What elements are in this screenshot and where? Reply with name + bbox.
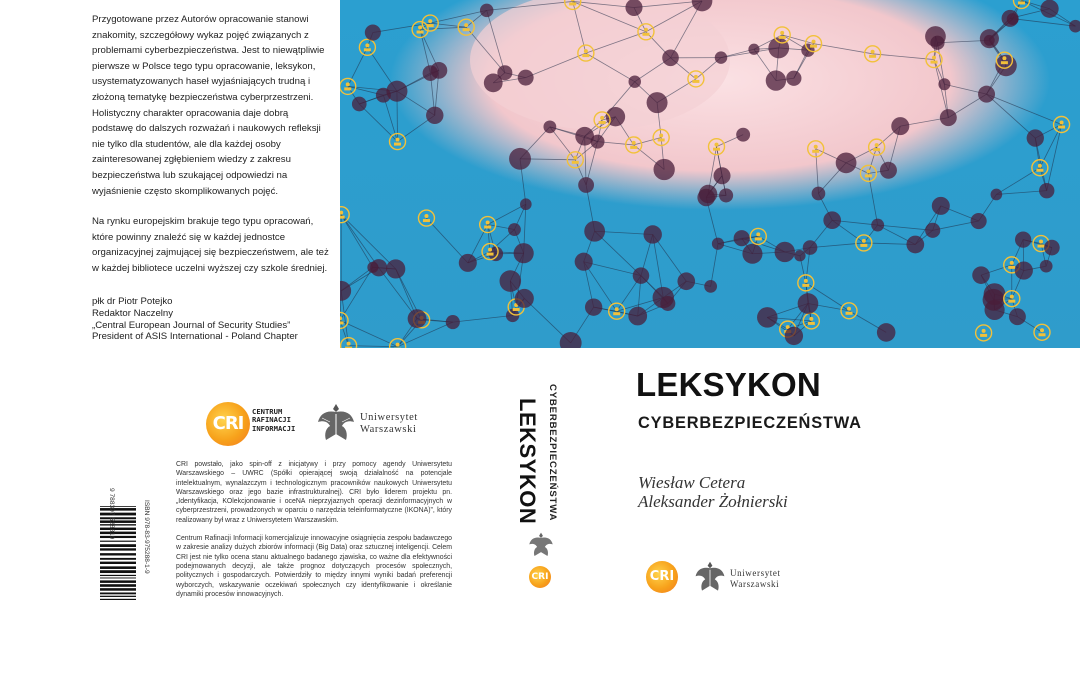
- person-body: [582, 54, 589, 57]
- barcode-bar: [100, 577, 136, 578]
- network-node: [644, 225, 662, 243]
- network-node: [352, 97, 367, 112]
- network-node: [803, 240, 818, 255]
- network-node: [798, 293, 819, 314]
- network-node: [697, 189, 715, 207]
- uw-line-2: Warszawski: [360, 424, 417, 435]
- network-node: [932, 197, 950, 215]
- network-illustration-svg: [340, 0, 1080, 348]
- person-head: [428, 19, 432, 23]
- network-node: [543, 120, 556, 133]
- person-head: [396, 138, 400, 142]
- person-body: [340, 216, 345, 219]
- person-head: [862, 239, 866, 243]
- spine-cri-logo: CRI: [529, 566, 551, 588]
- barcode-bar: [100, 528, 136, 530]
- person-head: [600, 116, 604, 120]
- network-node: [794, 250, 805, 261]
- cri-word: CENTRUM: [252, 407, 283, 416]
- person-head: [424, 214, 428, 218]
- person-body: [427, 24, 434, 27]
- person-head: [488, 248, 492, 252]
- network-node: [984, 35, 995, 46]
- barcode: [100, 506, 136, 600]
- network-node: [677, 272, 695, 290]
- network-node: [520, 198, 532, 210]
- cri-word: RAFINACJI: [252, 415, 291, 425]
- cri-description: [176, 460, 452, 608]
- isbn-number: ISBN 978-83-975288-1-9: [143, 500, 150, 574]
- network-node: [629, 75, 641, 87]
- person-body: [364, 48, 371, 51]
- person-head: [715, 143, 719, 147]
- barcode-bar: [100, 580, 136, 583]
- person-body: [394, 143, 401, 146]
- network-node: [365, 25, 381, 41]
- person-body: [873, 148, 880, 151]
- person-body: [340, 321, 344, 324]
- person-body: [980, 334, 987, 337]
- person-body: [1018, 1, 1025, 4]
- network-node: [459, 254, 477, 272]
- person-body: [810, 45, 817, 48]
- person-body: [513, 308, 520, 311]
- person-head: [347, 342, 351, 346]
- person-head: [812, 40, 816, 44]
- barcode-bar: [100, 536, 136, 538]
- network-node: [871, 219, 884, 232]
- cri-word: INFORMACJI: [252, 423, 296, 433]
- person-body: [1058, 126, 1065, 129]
- front-uw-logo: [694, 558, 804, 598]
- network-node: [508, 223, 521, 236]
- person-body: [1036, 169, 1043, 172]
- network-node: [518, 70, 534, 86]
- barcode-bar: [100, 575, 136, 576]
- network-node: [367, 262, 378, 273]
- person-head: [847, 307, 851, 311]
- cri-paragraph-1: CRI powstało, jako spin-off z inicjatywy i przy pomocy agendy Uniwersytetu Warszawskiego – UWRC (Spółki opierającej swoją działalność na potencjale intelektualnym, wynalazczym i technologicznym pracowników naukowych Uniwersytetu Warszawskiego oraz jego bazie infrastrukturalnej). CRI było liderem projektu pn. „Identyfikacja, KOlekcjonowanie i oceNA nieprzyjaznych operacji dezinformacyjnych w cyberprzestrzeni, prowadzonych w oparciu o narzędzia teleinformatyczne (IKONA)”, który realizowany był wraz z Uniwersytetem Warszawskim.: [176, 461, 452, 524]
- uw-logo-words: [360, 412, 418, 436]
- network-node: [891, 117, 909, 135]
- barcode-bar: [100, 541, 136, 542]
- network-node: [719, 188, 733, 202]
- network-node: [1002, 10, 1019, 27]
- person-body: [344, 87, 351, 90]
- network-node: [938, 78, 950, 90]
- network-node: [423, 65, 439, 81]
- uw-logo: [316, 398, 446, 452]
- network-node: [757, 307, 778, 328]
- person-body: [345, 347, 352, 348]
- network-node: [715, 51, 727, 63]
- person-body: [860, 244, 867, 247]
- barcode-bar: [100, 513, 136, 516]
- network-node: [836, 152, 857, 173]
- person-body: [484, 226, 491, 229]
- person-head: [866, 169, 870, 173]
- network-node: [1039, 183, 1054, 198]
- network-node: [484, 73, 503, 92]
- reviewer-signature: [92, 296, 332, 343]
- barcode-bar: [100, 532, 136, 535]
- network-node: [628, 307, 647, 326]
- network-node: [925, 26, 946, 47]
- person-head: [1010, 295, 1014, 299]
- person-head: [804, 279, 808, 283]
- network-node: [514, 243, 534, 263]
- person-body: [802, 284, 809, 287]
- network-node: [971, 213, 987, 229]
- network-node: [1040, 260, 1053, 273]
- person-head: [875, 143, 879, 147]
- person-head: [1040, 328, 1044, 332]
- network-node: [940, 109, 957, 126]
- back-cover-description: [92, 12, 330, 292]
- person-body: [487, 253, 494, 256]
- uw-line-1: Uniwersytet: [730, 568, 781, 578]
- network-node: [991, 189, 1003, 201]
- person-body: [869, 55, 876, 58]
- network-node: [591, 135, 605, 149]
- network-node: [766, 70, 786, 90]
- barcode-bar: [100, 517, 136, 519]
- back-paragraph-1: Przygotowane przez Autorów opracowanie stanowi znakomity, szczegółowy wykaz pojęć związanych z problemami cyberbezpieczeństwa. Jest to niewątpliwie pierwsze w Polsce tego typu opracowanie, leksykon, usystematyzowanych haseł wyjaśniających trudną i złożoną tematykę bezpieczeństwa cyberprzestrzeni. Holistyczny charakter opracowania daje dobrą podstawę do dalszych rozważań i naukowych refleksji nie tylko dla studentów, ale dla każdej osoby zainteresowanej zgłębieniem wiedzy z zakresu bezpieczeństwa lub szukającej odpowiedzi na wyjaśnienie często skomplikowanych pojęć.: [92, 14, 325, 197]
- network-node: [978, 86, 995, 103]
- person-head: [814, 145, 818, 149]
- barcode-bar: [100, 548, 136, 550]
- person-body: [692, 80, 699, 83]
- network-node: [660, 296, 675, 311]
- uw-line-1: Uniwersytet: [360, 412, 418, 423]
- network-node: [633, 267, 650, 284]
- person-head: [1010, 261, 1014, 265]
- spine-title: LEKSYKON: [515, 398, 540, 525]
- person-head: [573, 156, 577, 160]
- barcode-bar: [100, 596, 136, 597]
- person-head: [932, 56, 936, 60]
- person-head: [982, 329, 986, 333]
- network-node: [785, 327, 803, 345]
- network-illustration: [340, 0, 1080, 348]
- person-head: [346, 82, 350, 86]
- person-head: [780, 31, 784, 35]
- network-node: [647, 92, 668, 113]
- network-node: [480, 4, 494, 18]
- network-node: [1015, 231, 1031, 247]
- signature-line: Redaktor Naczelny: [92, 307, 174, 319]
- barcode-bar: [100, 588, 136, 591]
- person-body: [658, 138, 665, 141]
- person-body: [463, 28, 470, 31]
- person-body: [417, 31, 424, 34]
- person-body: [642, 33, 649, 36]
- network-node: [509, 148, 531, 170]
- author-name: Aleksander Żołnierski: [638, 492, 788, 511]
- cri-logo-mark: CRI: [206, 402, 250, 446]
- person-head: [809, 317, 813, 321]
- network-node: [877, 323, 896, 342]
- person-head: [584, 49, 588, 53]
- author-name: Wiesław Cetera: [638, 473, 746, 492]
- signature-line: President of ASIS International - Poland Chapter: [92, 331, 298, 343]
- person-head: [644, 28, 648, 32]
- barcode-bar: [100, 570, 136, 573]
- network-node: [1027, 129, 1044, 146]
- person-body: [1008, 300, 1015, 303]
- barcode-bar: [100, 584, 136, 587]
- barcode-bar: [100, 599, 136, 600]
- signature-line: „Central European Journal of Security Studies”: [92, 319, 291, 331]
- network-node: [575, 253, 593, 271]
- network-node: [654, 159, 675, 180]
- back-paragraph-2: Na rynku europejskim brakuje tego typu opracowań, które powinny znaleźć się w każdej jednostce organizacyjnej zajmującej się bezpieczeństwem, ale też w każdej bibliotece uczelni wyższej czy szkole średniej.: [92, 216, 329, 274]
- person-head: [418, 26, 422, 30]
- person-head: [365, 43, 369, 47]
- cri-logo-words: [252, 408, 295, 433]
- network-node: [500, 270, 522, 292]
- barcode-bar: [100, 592, 136, 594]
- person-head: [1060, 121, 1064, 125]
- person-body: [613, 312, 620, 315]
- barcode-bar: [100, 506, 136, 507]
- barcode-bar: [100, 553, 136, 555]
- person-head: [871, 50, 875, 54]
- person-body: [572, 161, 579, 164]
- person-head: [1038, 164, 1042, 168]
- network-node: [446, 315, 460, 329]
- eagle-emblem-icon: [316, 400, 356, 446]
- network-node: [712, 238, 724, 250]
- person-body: [931, 61, 938, 64]
- network-node: [1009, 308, 1026, 325]
- network-node: [925, 223, 940, 238]
- barcode-bar: [100, 558, 136, 560]
- person-head: [632, 141, 636, 145]
- network-node: [714, 167, 731, 184]
- network-node: [662, 50, 679, 67]
- network-node: [984, 283, 1006, 305]
- barcode-bar: [100, 508, 136, 511]
- barcode-bar: [100, 566, 136, 569]
- network-node: [584, 221, 605, 242]
- network-node: [704, 280, 717, 293]
- person-head: [756, 232, 760, 236]
- network-node: [1040, 0, 1058, 18]
- front-eagle-emblem-icon: [694, 558, 726, 596]
- person-body: [808, 322, 815, 325]
- network-node: [1044, 240, 1060, 256]
- network-node: [823, 211, 841, 229]
- person-head: [1002, 56, 1006, 60]
- person-body: [1008, 266, 1015, 269]
- uw-line-2: Warszawski: [730, 578, 780, 589]
- network-node: [408, 309, 427, 328]
- person-body: [1039, 333, 1046, 336]
- barcode-bar: [100, 524, 136, 525]
- network-node: [736, 128, 750, 142]
- network-node: [386, 259, 405, 278]
- cri-logo: [206, 398, 316, 452]
- barcode-bar: [100, 520, 136, 523]
- network-node: [812, 187, 826, 201]
- person-head: [694, 75, 698, 79]
- front-title: LEKSYKON: [636, 366, 821, 403]
- network-node: [972, 266, 990, 284]
- network-node: [386, 81, 407, 102]
- network-node: [880, 162, 897, 179]
- person-body: [779, 36, 786, 39]
- network-node: [748, 44, 759, 55]
- person-body: [630, 146, 637, 149]
- barcode-digits: 9 788397 528819: [108, 488, 115, 540]
- network-node: [585, 298, 602, 315]
- cri-paragraph-2: Centrum Rafinacji Informacji komercjalizuje innowacyjne osiągnięcia zespołu badawczego w zakresie analizy dużych zbiorów informacji (Big Data) oraz sztucznej inteligencji. Celem CRI jest nie tylko ocena stanu aktualnego badanego zjawiska, co ważne dla efektywności podejmowanych decyzji, ale także prognoz dotyczących procesów społecznych, politycznych i gospodarczych. Potwierdziły to między innymi wyniki badań preferencji wyborczych, wskazywanie oczekiwań społecznych czy identyfikowanie i określanie dynamiki procesów innowacyjnych.: [176, 535, 452, 598]
- person-body: [755, 237, 762, 240]
- spine-eagle-emblem-icon: [528, 530, 554, 560]
- network-node: [775, 242, 795, 262]
- person-head: [486, 221, 490, 225]
- person-body: [1001, 61, 1008, 64]
- network-node: [1015, 261, 1033, 279]
- person-body: [1038, 245, 1045, 248]
- person-head: [464, 23, 468, 27]
- network-node: [515, 289, 534, 308]
- person-head: [1039, 240, 1043, 244]
- person-head: [659, 133, 663, 137]
- person-head: [615, 307, 619, 311]
- network-node: [578, 177, 594, 193]
- network-node: [734, 230, 750, 246]
- person-body: [713, 148, 720, 151]
- network-node: [768, 38, 789, 59]
- front-cri-logo: CRI: [646, 561, 678, 593]
- barcode-bar: [100, 544, 136, 547]
- person-body: [569, 2, 576, 5]
- person-body: [812, 150, 819, 153]
- front-subtitle: CYBERBEZPIECZEŃSTWA: [638, 414, 862, 432]
- person-body: [599, 121, 606, 124]
- barcode-bar: [100, 562, 136, 564]
- person-body: [846, 312, 853, 315]
- signature-line: płk dr Piotr Potejko: [92, 296, 173, 307]
- network-node: [742, 244, 762, 264]
- person-head: [396, 343, 400, 347]
- spine-subtitle: CYBERBEZPIECZEŃSTWA: [547, 384, 558, 522]
- network-node: [786, 71, 801, 86]
- network-node: [426, 107, 443, 124]
- front-uw-logo-words: [730, 568, 781, 589]
- network-node: [906, 236, 924, 254]
- person-body: [423, 219, 430, 222]
- person-body: [865, 174, 872, 177]
